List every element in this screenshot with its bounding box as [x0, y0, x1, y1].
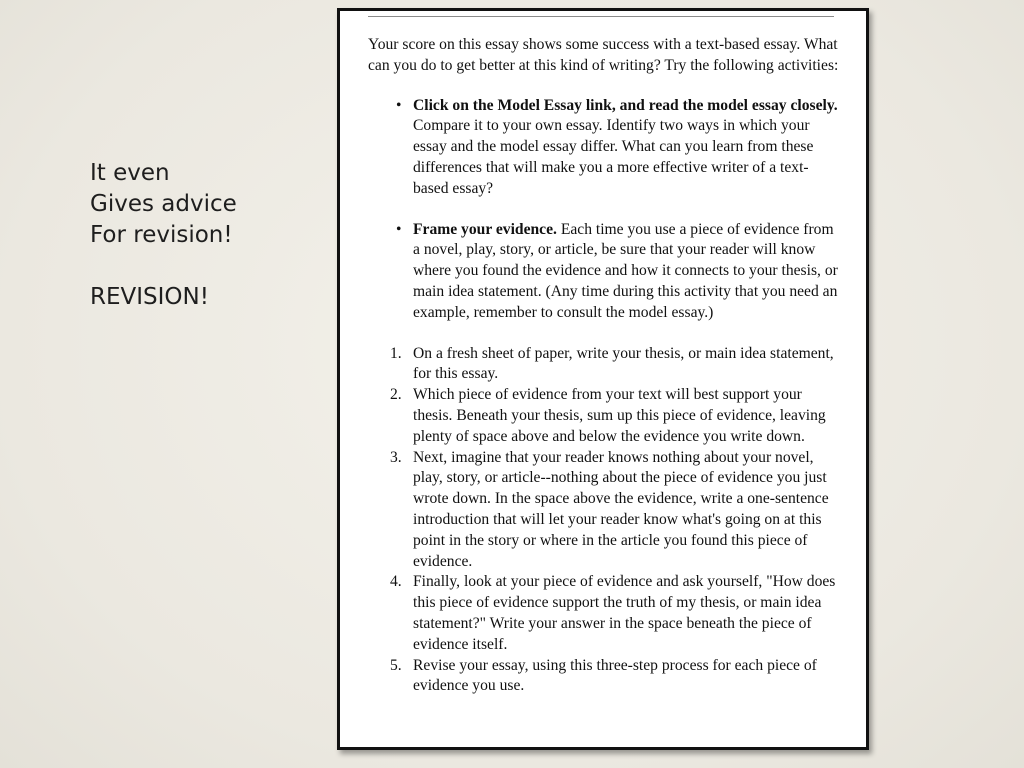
activity-bullet — [396, 220, 844, 324]
activity-bullet-list — [368, 96, 844, 324]
intro-paragraph: Your score on this essay shows some success with a text-based essay. What can you do to get better at this kind of writing? Try the following activities: — [368, 36, 839, 74]
revision-step — [390, 448, 844, 573]
bullet-heading: Frame your evidence. — [413, 220, 557, 238]
bullet-text: Each time you use a piece of evidence from a novel, play, story, or article, be sure that your reader will know where you found the evidence and how it connects to your thesis, or main idea statement. (Any time during this activity that you need an example, remember to consult the model essay.) — [413, 220, 838, 321]
revision-step — [390, 344, 844, 386]
revision-steps-list — [368, 344, 844, 698]
document-body — [368, 35, 844, 697]
step-text: Next, imagine that your reader knows nothing about your novel, play, story, or article--nothing about the piece of evidence you just wrote down. In the space above the evidence, write a one-sentence introduction that will let your reader know what's going on at this point in the story or where in the article you found this piece of evidence. — [413, 448, 829, 570]
bullet-icon: • — [396, 220, 402, 238]
side-note-line: Gives advice — [90, 191, 237, 217]
activity-bullet — [396, 96, 844, 200]
step-number: 3. — [390, 448, 402, 466]
revision-step — [390, 656, 844, 698]
step-text: Finally, look at your piece of evidence and ask yourself, "How does this piece of evidence support the truth of my thesis, or main idea statement?" Write your answer in the space beneath the piece of evidence itself. — [413, 573, 836, 653]
spacer — [90, 251, 310, 282]
document-screenshot — [337, 8, 869, 750]
bullet-text: Compare it to your own essay. Identify two ways in which your essay and the model essay differ. What can you learn from these differences that will make you a more effective writer of a text-based essay? — [413, 117, 814, 197]
step-number: 4. — [390, 573, 402, 591]
bullet-heading: Click on the Model Essay link, and read the model essay closely. — [413, 96, 838, 114]
top-divider — [368, 16, 834, 17]
step-number: 2. — [390, 386, 402, 404]
side-note-line: It even — [90, 160, 170, 186]
revision-step — [390, 385, 844, 447]
side-note-line: For revision! — [90, 222, 233, 248]
step-text: Which piece of evidence from your text will best support your thesis. Beneath your thesis, sum up this piece of evidence, leaving plenty of space above and below the evidence you write down. — [413, 386, 826, 445]
step-number: 5. — [390, 656, 402, 674]
bullet-icon: • — [396, 96, 402, 114]
side-note-emphasis: REVISION! — [90, 284, 209, 310]
step-number: 1. — [390, 344, 402, 362]
step-text: On a fresh sheet of paper, write your thesis, or main idea statement, for this essay. — [413, 344, 834, 383]
step-text: Revise your essay, using this three-step process for each piece of evidence you use. — [413, 656, 817, 695]
side-note — [90, 158, 310, 313]
revision-step — [390, 572, 844, 655]
